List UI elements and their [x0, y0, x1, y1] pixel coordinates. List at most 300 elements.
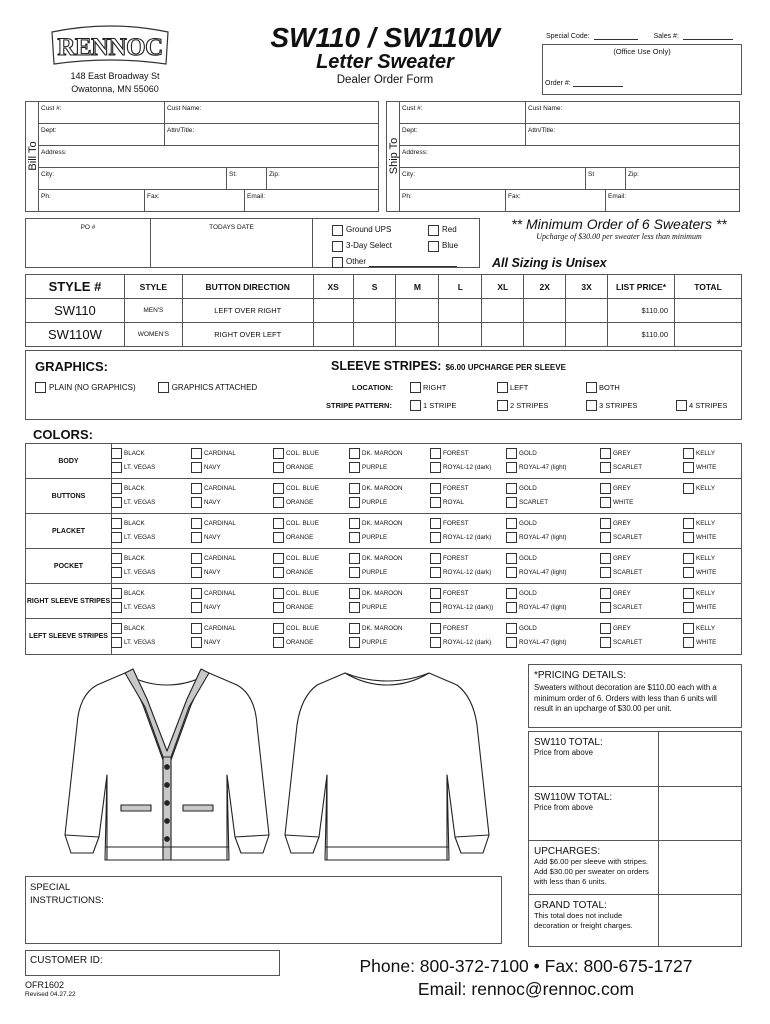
color-label: BLACK: [124, 625, 145, 632]
qty-s[interactable]: [353, 299, 396, 323]
row-total[interactable]: [675, 299, 742, 323]
bill-cust-name[interactable]: Cust Name:: [164, 102, 378, 123]
color-checkbox[interactable]: [111, 602, 122, 613]
bill-state[interactable]: St:: [226, 168, 266, 189]
location-label: LOCATION:: [352, 383, 394, 392]
color-option: [111, 623, 145, 634]
color-checkbox[interactable]: [191, 637, 202, 648]
phone-fax: Phone: 800-372-7100 • Fax: 800-675-1727: [359, 956, 693, 976]
color-checkbox[interactable]: [506, 483, 517, 494]
ground-ups-label: Ground UPS: [346, 225, 392, 234]
color-option: [430, 588, 469, 599]
qty-m[interactable]: [396, 323, 439, 347]
color-checkbox[interactable]: [349, 532, 360, 543]
color-checkbox[interactable]: [683, 637, 694, 648]
color-label: CARDINAL: [204, 625, 236, 632]
color-checkbox[interactable]: [349, 588, 360, 599]
size-table: [25, 274, 742, 347]
sw110-total-title: SW110 TOTAL:: [534, 737, 603, 748]
color-option: [683, 602, 716, 613]
color-checkbox[interactable]: [273, 497, 284, 508]
color-checkbox[interactable]: [506, 553, 517, 564]
grand-total-label-cell: [529, 895, 659, 946]
ground-ups-checkbox[interactable]: [332, 225, 343, 236]
sweater-drawing: [25, 655, 525, 875]
color-label: CARDINAL: [204, 450, 236, 457]
color-checkbox[interactable]: [600, 497, 611, 508]
color-checkbox[interactable]: [430, 462, 441, 473]
color-checkbox[interactable]: [349, 637, 360, 648]
office-only-frame: [542, 44, 742, 95]
ship-to-section: [386, 101, 740, 212]
color-option: [111, 637, 155, 648]
color-option: [349, 637, 387, 648]
color-checkbox[interactable]: [111, 448, 122, 459]
ship-address[interactable]: Address:: [402, 149, 428, 156]
color-checkbox[interactable]: [683, 483, 694, 494]
color-label: FOREST: [443, 485, 469, 492]
color-checkbox[interactable]: [600, 483, 611, 494]
bill-phone[interactable]: Ph:: [41, 193, 51, 200]
bill-to-label: Bill To: [27, 141, 39, 171]
order-number-field[interactable]: [573, 80, 623, 87]
color-checkbox[interactable]: [191, 448, 202, 459]
color-label: CARDINAL: [204, 555, 236, 562]
color-checkbox[interactable]: [430, 623, 441, 634]
qty-3x[interactable]: [566, 323, 608, 347]
row-total[interactable]: [675, 323, 742, 347]
other-label: Other: [346, 257, 367, 266]
colors-title: COLORS:: [33, 427, 93, 442]
color-checkbox[interactable]: [191, 623, 202, 634]
color-checkbox[interactable]: [506, 518, 517, 529]
ship-cust-number[interactable]: Cust #:: [402, 105, 423, 112]
bill-dept[interactable]: Dept:: [41, 127, 57, 134]
color-label: ORANGE: [286, 569, 314, 576]
ship-fax[interactable]: Fax:: [505, 190, 605, 211]
color-label: SCARLET: [613, 464, 643, 471]
color-option: [349, 518, 403, 529]
color-option: [506, 602, 566, 613]
bill-zip[interactable]: Zip:: [266, 168, 378, 189]
grand-total-note: This total does not include decoration or freight charges.: [534, 911, 633, 930]
todays-date-field[interactable]: TODAYS DATE: [151, 219, 313, 267]
color-checkbox[interactable]: [430, 588, 441, 599]
color-checkbox[interactable]: [600, 532, 611, 543]
color-option: [111, 588, 145, 599]
plain-graphics-checkbox[interactable]: [35, 382, 46, 393]
color-option: [111, 567, 155, 578]
color-checkbox[interactable]: [600, 567, 611, 578]
color-label: ROYAL: [443, 499, 464, 506]
color-checkbox[interactable]: [273, 483, 284, 494]
color-label: FOREST: [443, 590, 469, 597]
color-checkbox[interactable]: [191, 567, 202, 578]
color-checkbox[interactable]: [349, 462, 360, 473]
color-checkbox[interactable]: [506, 448, 517, 459]
color-checkbox[interactable]: [273, 623, 284, 634]
color-checkbox[interactable]: [506, 497, 517, 508]
color-checkbox[interactable]: [430, 567, 441, 578]
color-checkbox[interactable]: [191, 602, 202, 613]
color-label: FOREST: [443, 555, 469, 562]
pattern-4: [676, 400, 727, 411]
ship-email[interactable]: Email:: [605, 190, 739, 211]
color-option: [506, 637, 566, 648]
color-label: ORANGE: [286, 499, 314, 506]
list-price: $110.00: [608, 323, 675, 347]
ship-attn[interactable]: Attn/Title:: [525, 124, 739, 145]
color-checkbox[interactable]: [349, 623, 360, 634]
button-direction: LEFT OVER RIGHT: [182, 299, 313, 323]
style-number: SW110: [26, 299, 125, 323]
qty-l[interactable]: [439, 299, 482, 323]
special-instructions-field[interactable]: [25, 876, 502, 944]
header-xl: XL: [482, 275, 524, 299]
color-label: GREY: [613, 590, 631, 597]
color-checkbox[interactable]: [600, 553, 611, 564]
color-checkbox[interactable]: [683, 518, 694, 529]
color-checkbox[interactable]: [273, 532, 284, 543]
button-direction: RIGHT OVER LEFT: [182, 323, 313, 347]
color-checkbox[interactable]: [600, 518, 611, 529]
color-checkbox[interactable]: [111, 567, 122, 578]
color-label: CARDINAL: [204, 520, 236, 527]
color-option: [683, 553, 715, 564]
color-checkbox[interactable]: [600, 588, 611, 599]
color-checkbox[interactable]: [430, 553, 441, 564]
color-option: [683, 483, 715, 494]
color-checkbox[interactable]: [111, 623, 122, 634]
color-option: [506, 497, 548, 508]
qty-xs[interactable]: [313, 323, 353, 347]
color-checkbox[interactable]: [506, 567, 517, 578]
color-checkbox[interactable]: [506, 462, 517, 473]
color-checkbox[interactable]: [191, 483, 202, 494]
bill-cust-number[interactable]: Cust #:: [41, 105, 62, 112]
color-checkbox[interactable]: [506, 588, 517, 599]
ship-to-label: Ship To: [388, 137, 400, 175]
sw110-total-note: Price from above: [534, 748, 593, 757]
color-option: [273, 483, 319, 494]
color-option: [600, 497, 633, 508]
color-checkbox[interactable]: [111, 497, 122, 508]
color-option: [683, 567, 716, 578]
bill-fax[interactable]: Fax:: [144, 190, 244, 211]
color-checkbox[interactable]: [506, 623, 517, 634]
color-label: LT. VEGAS: [124, 639, 156, 646]
color-option: [600, 567, 642, 578]
color-checkbox[interactable]: [349, 518, 360, 529]
color-checkbox[interactable]: [683, 567, 694, 578]
color-label: BLACK: [124, 450, 145, 457]
color-option: [600, 602, 642, 613]
bill-attn[interactable]: Attn/Title:: [164, 124, 378, 145]
color-label: ROYAL-12 (dark)): [443, 604, 494, 611]
color-option: [191, 623, 236, 634]
color-checkbox[interactable]: [273, 567, 284, 578]
ship-city[interactable]: City:: [402, 171, 415, 178]
pattern-3-checkbox[interactable]: [586, 400, 597, 411]
header-m: M: [396, 275, 439, 299]
color-checkbox[interactable]: [273, 462, 284, 473]
pattern-3: [586, 400, 637, 411]
color-checkbox[interactable]: [430, 448, 441, 459]
color-checkbox[interactable]: [506, 532, 517, 543]
qty-2x[interactable]: [524, 299, 566, 323]
color-checkbox[interactable]: [683, 532, 694, 543]
ship-to-row-3: [400, 146, 739, 168]
color-label: WHITE: [696, 604, 717, 611]
header-3x: 3X: [566, 275, 608, 299]
qty-2x[interactable]: [524, 323, 566, 347]
color-label: GOLD: [519, 590, 537, 597]
color-label: ROYAL-47 (light): [519, 639, 567, 646]
qty-xl[interactable]: [482, 299, 524, 323]
sweater-back: [285, 673, 489, 860]
color-checkbox[interactable]: [349, 553, 360, 564]
color-label: KELLY: [696, 520, 716, 527]
color-checkbox[interactable]: [349, 497, 360, 508]
color-checkbox[interactable]: [273, 602, 284, 613]
bill-city[interactable]: City:: [41, 171, 54, 178]
red-checkbox[interactable]: [428, 225, 439, 236]
color-row: [26, 514, 741, 549]
sw110w-total-field[interactable]: [659, 787, 741, 840]
graphics-attached-label: GRAPHICS ATTACHED: [171, 383, 258, 392]
color-checkbox[interactable]: [683, 623, 694, 634]
color-label: LT. VEGAS: [124, 499, 156, 506]
special-code-field[interactable]: [594, 33, 638, 40]
ship-to-row-5: [400, 190, 739, 211]
color-checkbox[interactable]: [273, 448, 284, 459]
qty-l[interactable]: [439, 323, 482, 347]
ship-phone[interactable]: Ph:: [402, 193, 412, 200]
color-checkbox[interactable]: [430, 602, 441, 613]
color-option: [349, 623, 403, 634]
color-label: DK. MAROON: [362, 485, 403, 492]
ship-zip[interactable]: Zip:: [625, 168, 739, 189]
color-row-label: POCKET: [26, 549, 112, 583]
color-checkbox[interactable]: [430, 483, 441, 494]
color-option: [191, 567, 221, 578]
sw110w-total-note: Price from above: [534, 803, 593, 812]
color-option: [600, 637, 642, 648]
color-checkbox[interactable]: [111, 462, 122, 473]
ship-dept[interactable]: Dept:: [402, 127, 418, 134]
other-field[interactable]: [369, 258, 457, 267]
location-left-checkbox[interactable]: [497, 382, 508, 393]
color-label: DK. MAROON: [362, 590, 403, 597]
color-label: COL. BLUE: [286, 625, 319, 632]
color-option: [273, 602, 313, 613]
location-right-checkbox[interactable]: [410, 382, 421, 393]
upcharges-field[interactable]: [659, 841, 741, 894]
color-option: [600, 532, 642, 543]
color-checkbox[interactable]: [273, 637, 284, 648]
color-label: NAVY: [204, 534, 221, 541]
color-checkbox[interactable]: [273, 588, 284, 599]
table-row: [26, 323, 742, 347]
color-checkbox[interactable]: [600, 623, 611, 634]
color-checkbox[interactable]: [111, 553, 122, 564]
color-checkbox[interactable]: [191, 553, 202, 564]
color-label: BLACK: [124, 520, 145, 527]
color-checkbox[interactable]: [506, 637, 517, 648]
color-checkbox[interactable]: [683, 553, 694, 564]
color-checkbox[interactable]: [430, 497, 441, 508]
color-option: [506, 553, 537, 564]
color-checkbox[interactable]: [683, 462, 694, 473]
color-label: SCARLET: [613, 639, 643, 646]
sleeve-stripes-header: [331, 359, 566, 373]
qty-s[interactable]: [353, 323, 396, 347]
bill-to-row-3: [39, 146, 378, 168]
color-checkbox[interactable]: [600, 448, 611, 459]
qty-xl[interactable]: [482, 323, 524, 347]
color-label: COL. BLUE: [286, 555, 319, 562]
ship-state[interactable]: St: [585, 168, 625, 189]
color-checkbox[interactable]: [111, 518, 122, 529]
color-checkbox[interactable]: [430, 518, 441, 529]
graphics-attached-checkbox[interactable]: [158, 382, 169, 393]
color-option: [273, 637, 313, 648]
color-checkbox[interactable]: [683, 602, 694, 613]
po-number-field[interactable]: PO #: [26, 219, 151, 267]
grand-total-row: [529, 895, 741, 946]
color-checkbox[interactable]: [430, 637, 441, 648]
color-checkbox[interactable]: [683, 448, 694, 459]
bill-email[interactable]: Email:: [244, 190, 378, 211]
size-table-header: [26, 275, 742, 299]
color-option: [273, 588, 319, 599]
color-option: [600, 588, 631, 599]
color-checkbox[interactable]: [191, 532, 202, 543]
location-left: [497, 382, 528, 393]
pattern-2-checkbox[interactable]: [497, 400, 508, 411]
color-label: LT. VEGAS: [124, 464, 156, 471]
color-checkbox[interactable]: [683, 588, 694, 599]
location-both-checkbox[interactable]: [586, 382, 597, 393]
color-checkbox[interactable]: [349, 483, 360, 494]
color-checkbox[interactable]: [349, 602, 360, 613]
color-option: [683, 462, 716, 473]
grand-total-field[interactable]: [659, 895, 741, 946]
sweater-front: [65, 669, 269, 860]
pattern-1-checkbox[interactable]: [410, 400, 421, 411]
sales-field[interactable]: [683, 33, 733, 40]
color-checkbox[interactable]: [191, 462, 202, 473]
color-label: PURPLE: [362, 604, 388, 611]
ship-cust-name[interactable]: Cust Name:: [525, 102, 739, 123]
color-row-label: LEFT SLEEVE STRIPES: [26, 619, 112, 654]
color-checkbox[interactable]: [600, 637, 611, 648]
style-gender: WOMEN'S: [124, 323, 182, 347]
sizing-note: All Sizing is Unisex: [492, 256, 607, 270]
color-label: NAVY: [204, 464, 221, 471]
pattern-4-checkbox[interactable]: [676, 400, 687, 411]
color-checkbox[interactable]: [600, 462, 611, 473]
qty-3x[interactable]: [566, 299, 608, 323]
location-right-label: RIGHT: [423, 383, 447, 392]
color-checkbox[interactable]: [349, 448, 360, 459]
color-option: [683, 623, 715, 634]
color-label: GOLD: [519, 520, 537, 527]
color-label: WHITE: [696, 639, 717, 646]
form-name: Dealer Order Form: [336, 74, 434, 86]
color-label: FOREST: [443, 625, 469, 632]
three-day-checkbox[interactable]: [332, 241, 343, 252]
sw110w-total-row: [529, 787, 741, 841]
color-option: [430, 567, 491, 578]
totals-box: [528, 731, 742, 947]
ship-to-row-4: [400, 168, 739, 190]
color-label: GOLD: [519, 450, 537, 457]
color-checkbox[interactable]: [349, 567, 360, 578]
customer-id-field[interactable]: [25, 950, 280, 976]
color-option: [349, 588, 403, 599]
qty-xs[interactable]: [313, 299, 353, 323]
color-option: [191, 588, 236, 599]
color-checkbox[interactable]: [191, 497, 202, 508]
color-label: ORANGE: [286, 604, 314, 611]
ship-to-side-label: [387, 102, 400, 211]
color-checkbox[interactable]: [111, 483, 122, 494]
color-option: [430, 637, 491, 648]
location-both: [586, 382, 620, 393]
color-checkbox[interactable]: [273, 553, 284, 564]
color-checkbox[interactable]: [111, 637, 122, 648]
form-title-block: [248, 22, 522, 86]
qty-m[interactable]: [396, 299, 439, 323]
form-title: SW110 / SW110W: [270, 22, 500, 53]
color-option: [430, 553, 469, 564]
color-label: ROYAL-12 (dark): [443, 464, 492, 471]
bill-address[interactable]: Address:: [41, 149, 67, 156]
table-row: [26, 299, 742, 323]
color-checkbox[interactable]: [430, 532, 441, 543]
sweater-illustrations: [25, 655, 525, 875]
sw110-total-field[interactable]: [659, 732, 741, 786]
other-checkbox[interactable]: [332, 257, 343, 268]
color-option: [349, 553, 403, 564]
color-option: [191, 602, 221, 613]
minimum-order-headline: ** Minimum Order of 6 Sweaters **: [511, 216, 727, 232]
color-checkbox[interactable]: [506, 602, 517, 613]
bill-to-row-2: [39, 124, 378, 146]
color-option: [430, 448, 469, 459]
color-checkbox[interactable]: [111, 532, 122, 543]
color-checkbox[interactable]: [191, 588, 202, 599]
color-option: [600, 462, 642, 473]
color-option: [111, 483, 145, 494]
color-option: [600, 483, 631, 494]
color-label: LT. VEGAS: [124, 604, 156, 611]
upcharges-label-cell: [529, 841, 659, 894]
color-checkbox[interactable]: [273, 518, 284, 529]
color-label: BLACK: [124, 485, 145, 492]
color-checkbox[interactable]: [191, 518, 202, 529]
minimum-order-upcharge: Upcharge of $30.00 per sweater less than minimum: [536, 232, 702, 241]
color-label: FOREST: [443, 520, 469, 527]
color-checkbox[interactable]: [600, 602, 611, 613]
color-label: WHITE: [696, 569, 717, 576]
color-label: COL. BLUE: [286, 590, 319, 597]
blue-checkbox[interactable]: [428, 241, 439, 252]
special-instructions-label: SPECIAL INSTRUCTIONS:: [30, 882, 104, 906]
color-checkbox[interactable]: [111, 588, 122, 599]
location-right: [410, 382, 446, 393]
